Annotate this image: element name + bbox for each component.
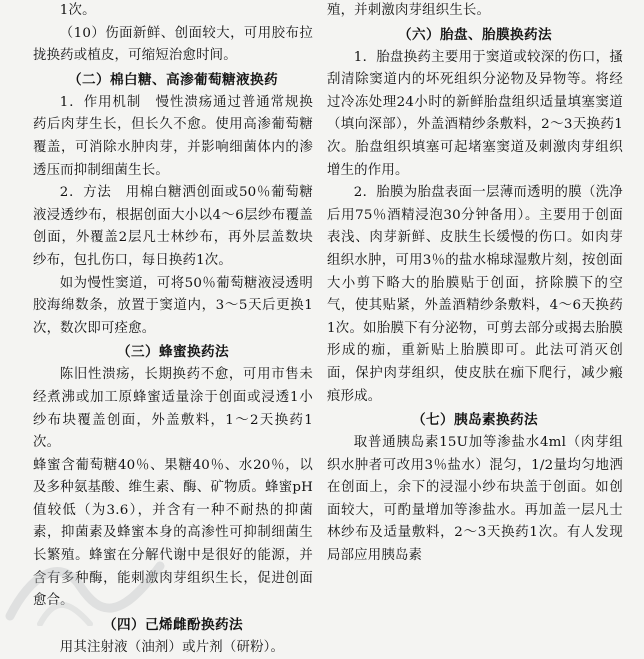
section-heading-4: （四）己烯雌酚换药法: [103, 616, 243, 633]
paragraph-membrane: 2．胎膜为胎盘表面一层薄而透明的膜（洗净后用75％酒精浸泡30分钟备用）。主要用于创面表浅、肉芽新鲜、皮肤生长缓慢的伤口。如肉芽组织水肿，可用3％的盐水棉球湿敷片刻，按创面大小剪下略大的胎膜贴于创面，挤除膜下的空气，使其贴紧，外盖酒精纱条敷料，4～6天换药1次。如胎膜下有分泌物，可剪去部分或揭去胎膜形成的痂，重新贴上胎膜即可。此法可消灭创面，保护肉芽组织，使皮肤在痂下爬行，减少瘢痕形成。: [327, 185, 623, 404]
paragraph-item-10: （10）伤面新鲜、创面较大，可用胶布拉拢换药或植皮，可缩短治愈时间。: [33, 25, 313, 64]
right-column: [327, 0, 623, 568]
paragraph-honey-composition: 蜂蜜含葡萄糖40％、果糖40％、水20％，以及多种氨基酸、维生素、酶、矿物质。蜂蜜pH值较低（为3.6），并含有一种不耐热的抑菌素，抑菌素及蜂蜜本身的高渗性可抑制细菌生长繁殖。蜂蜜在分解代谢中是很好的能源，并含有多种酶，能刺激肉芽组织生长，促进创面愈合。: [33, 457, 313, 609]
paragraph-honey-usage: 陈旧性溃疡，长期换药不愈，可用市售未经煮沸或加工原蜂蜜适量涂于创面或浸透1小纱布块覆盖创面，外盖敷料，1～2天换药1次。: [33, 367, 313, 451]
paragraph-placenta: 1．胎盘换药主要用于窦道或较深的伤口，搔刮清除窦道内的坏死组织分泌物及异物等。将经过冷冻处理24小时的新鲜胎盘组织适量填塞窦道（填向深部），外盖酒精纱条敷料，2～3天换药1次。胎盘组织填塞可起堵塞窦道及刺激肉芽组织增生的作用。: [327, 49, 623, 178]
section-heading-2: （二）棉白糖、高渗葡萄糖液换药: [68, 71, 278, 88]
cut-off-line: 1次。: [59, 3, 96, 18]
paragraph-estrogen: 用其注射液（油剂）或片剂（研粉）。: [59, 639, 285, 655]
paragraph-chronic-sinus: 如为慢性窦道，可将50％葡萄糖液浸透明胶海绵数条，放置于窦道内，3～5天后更换1次，数次即可痊愈。: [33, 275, 313, 336]
paragraph-method: 2．方法 用棉白糖洒创面或50％葡萄糖液浸透纱布，根据创面大小以4～6层纱布覆盖创面，外覆盖2层凡士林纱布，再外层盖数块纱布，包扎伤口，每日换药1次。: [33, 185, 313, 268]
watermark-brush-icon: [0, 536, 170, 626]
cut-off-line: 殖，并刺激肉芽组织生长。: [327, 3, 491, 18]
section-heading-7: （七）胰岛素换药法: [412, 412, 538, 429]
paragraph-insulin: 取普通胰岛素15U加等渗盐水4ml（肉芽组织水肿者可改用3％盐水）混匀，1/2量均匀地洒在创面上，余下的浸湿小纱布块盖于创面。如创面较大，可酌量增加等渗盐水。再加盖一层凡士林纱布及适量敷料，2～3天换药1次。有人发现局部应用胰岛素: [327, 435, 623, 564]
paragraph-mechanism: 1．作用机制 慢性溃疡通过普通常规换药后肉芽生长，但长久不愈。使用高渗葡萄糖覆盖，可消除水肿肉芽，并影响细菌体内的渗透压而抑制细菌生长。: [33, 94, 313, 178]
section-heading-6: （六）胎盘、胎膜换药法: [398, 26, 552, 43]
section-heading-3: （三）蜂蜜换药法: [117, 344, 229, 361]
